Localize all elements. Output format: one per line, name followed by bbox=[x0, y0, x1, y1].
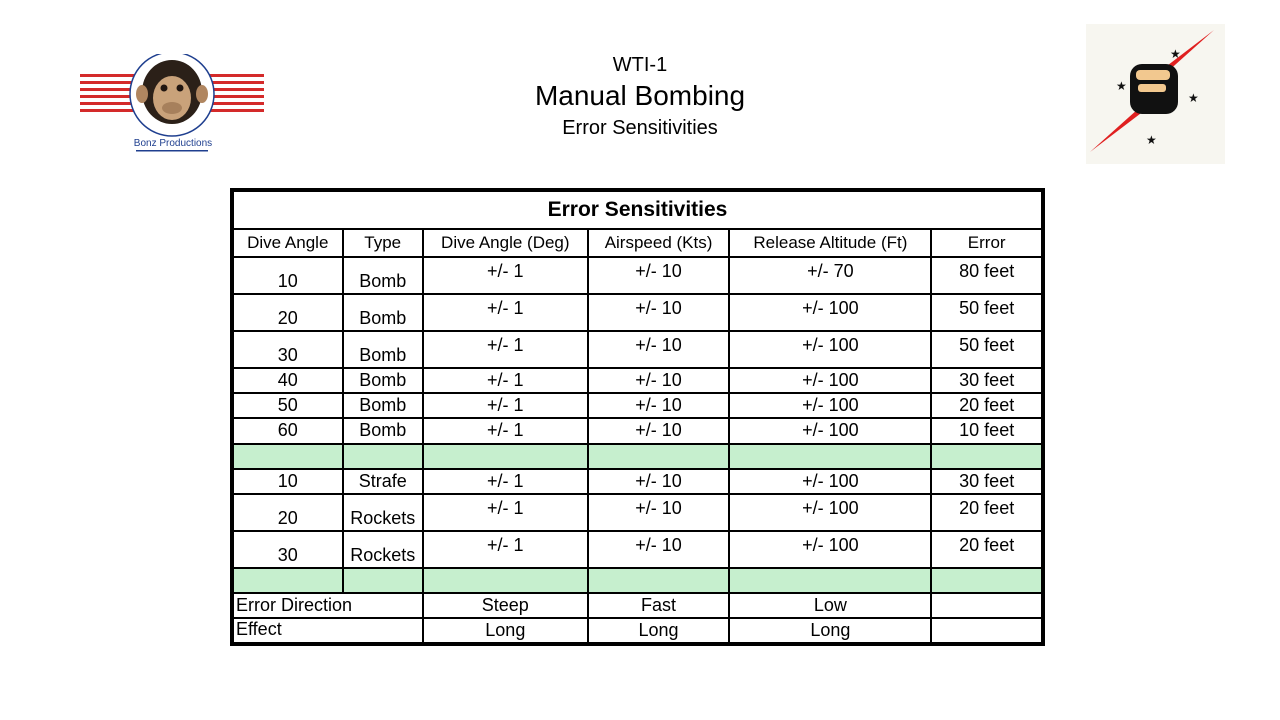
cell: 10 feet bbox=[931, 418, 1043, 443]
cell: +/- 10 bbox=[588, 418, 730, 443]
cell: +/- 100 bbox=[729, 494, 931, 531]
cell: +/- 1 bbox=[423, 368, 588, 393]
cell: +/- 10 bbox=[588, 494, 730, 531]
slide-title bbox=[440, 52, 840, 142]
table-title: Error Sensitivities bbox=[232, 190, 1043, 229]
logo-caption: Bonz Productions bbox=[133, 138, 213, 149]
col-header: Release Altitude (Ft) bbox=[729, 229, 931, 257]
cell: +/- 1 bbox=[423, 331, 588, 368]
cell: +/- 1 bbox=[423, 294, 588, 331]
cell: +/- 100 bbox=[729, 393, 931, 418]
cell: +/- 10 bbox=[588, 368, 730, 393]
cell: 80 feet bbox=[931, 257, 1043, 294]
cell: Rockets bbox=[343, 494, 423, 531]
svg-text:★: ★ bbox=[1146, 133, 1157, 147]
cell: 30 bbox=[232, 531, 343, 568]
table-row bbox=[232, 368, 1043, 393]
cell: 20 bbox=[232, 294, 343, 331]
cell: +/- 10 bbox=[588, 531, 730, 568]
col-header: Dive Angle bbox=[232, 229, 343, 257]
cell: Fast bbox=[588, 593, 730, 618]
bonz-productions-logo bbox=[80, 54, 264, 154]
cell: 20 feet bbox=[931, 531, 1043, 568]
cell: Bomb bbox=[343, 331, 423, 368]
cell: Long bbox=[729, 618, 931, 644]
cell: +/- 10 bbox=[588, 331, 730, 368]
col-header: Type bbox=[343, 229, 423, 257]
page-title: Manual Bombing bbox=[534, 80, 746, 111]
table-row bbox=[232, 331, 1043, 368]
page-subtitle: Error Sensitivities bbox=[562, 117, 718, 139]
table-row bbox=[232, 469, 1043, 494]
cell: +/- 1 bbox=[423, 257, 588, 294]
col-header: Airspeed (Kts) bbox=[588, 229, 730, 257]
cell: +/- 10 bbox=[588, 469, 730, 494]
cell: Bomb bbox=[343, 294, 423, 331]
cell bbox=[931, 593, 1043, 618]
cell: Strafe bbox=[343, 469, 423, 494]
cell: +/- 100 bbox=[729, 368, 931, 393]
table-row bbox=[232, 494, 1043, 531]
cell: Rockets bbox=[343, 531, 423, 568]
row-label: Effect bbox=[232, 618, 423, 644]
cell: +/- 10 bbox=[588, 393, 730, 418]
cell: +/- 100 bbox=[729, 531, 931, 568]
cell: 10 bbox=[232, 469, 343, 494]
svg-text:★: ★ bbox=[1188, 91, 1199, 105]
cell: 30 feet bbox=[931, 368, 1043, 393]
separator-row bbox=[232, 444, 1043, 469]
cell bbox=[931, 618, 1043, 644]
fist-lightning-icon bbox=[1086, 24, 1225, 164]
cell: +/- 70 bbox=[729, 257, 931, 294]
course-code: WTI-1 bbox=[612, 54, 668, 76]
cell: Low bbox=[729, 593, 931, 618]
cell: Bomb bbox=[343, 368, 423, 393]
effect-row bbox=[232, 618, 1043, 644]
row-label: Error Direction bbox=[232, 593, 423, 618]
cell: 50 feet bbox=[931, 331, 1043, 368]
cell: 20 feet bbox=[931, 494, 1043, 531]
cell: +/- 100 bbox=[729, 294, 931, 331]
cell: 50 feet bbox=[931, 294, 1043, 331]
cell: +/- 100 bbox=[729, 418, 931, 443]
error-sensitivities-table bbox=[230, 188, 1045, 646]
cell: Bomb bbox=[343, 418, 423, 443]
cell: Bomb bbox=[343, 257, 423, 294]
cell: +/- 1 bbox=[423, 494, 588, 531]
cell: 30 bbox=[232, 331, 343, 368]
error-direction-row bbox=[232, 593, 1043, 618]
table-header-row bbox=[232, 229, 1043, 257]
cell: 20 feet bbox=[931, 393, 1043, 418]
separator-row bbox=[232, 568, 1043, 593]
cell: Long bbox=[423, 618, 588, 644]
cell: Steep bbox=[423, 593, 588, 618]
cell: 30 feet bbox=[931, 469, 1043, 494]
cell: Long bbox=[588, 618, 730, 644]
table-row bbox=[232, 393, 1043, 418]
cell: 10 bbox=[232, 257, 343, 294]
cell: +/- 100 bbox=[729, 331, 931, 368]
cell: 20 bbox=[232, 494, 343, 531]
cell: +/- 100 bbox=[729, 469, 931, 494]
cell: 40 bbox=[232, 368, 343, 393]
cell: 60 bbox=[232, 418, 343, 443]
table-row bbox=[232, 418, 1043, 443]
svg-text:★: ★ bbox=[1170, 47, 1181, 61]
col-header: Dive Angle (Deg) bbox=[423, 229, 588, 257]
table-row bbox=[232, 531, 1043, 568]
svg-text:★: ★ bbox=[1116, 79, 1127, 93]
cell: Bomb bbox=[343, 393, 423, 418]
cell: +/- 1 bbox=[423, 393, 588, 418]
table-row bbox=[232, 257, 1043, 294]
table-row bbox=[232, 294, 1043, 331]
cell: 50 bbox=[232, 393, 343, 418]
cell: +/- 10 bbox=[588, 294, 730, 331]
col-header: Error bbox=[931, 229, 1043, 257]
cell: +/- 1 bbox=[423, 469, 588, 494]
squadron-logo bbox=[1086, 24, 1225, 164]
cell: +/- 1 bbox=[423, 418, 588, 443]
cell: +/- 10 bbox=[588, 257, 730, 294]
cell: +/- 1 bbox=[423, 531, 588, 568]
